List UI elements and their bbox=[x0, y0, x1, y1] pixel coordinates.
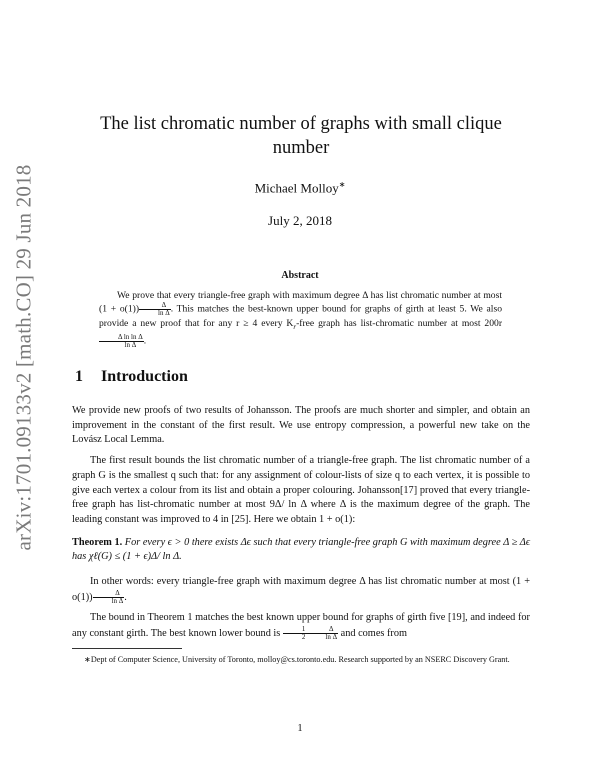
fraction-denominator: ln Δ bbox=[124, 341, 137, 350]
fraction-denominator: ln Δ bbox=[158, 309, 170, 318]
fraction bbox=[306, 626, 338, 641]
section-heading bbox=[75, 368, 188, 386]
fraction bbox=[283, 626, 307, 641]
author-name: Michael Molloy bbox=[254, 180, 339, 196]
fraction-denominator: ln Δ bbox=[325, 633, 338, 641]
fraction-numerator: Δ ln ln Δ bbox=[99, 334, 144, 342]
body-text bbox=[72, 404, 530, 648]
paper-title: The list chromatic number of graphs with small clique number bbox=[100, 114, 502, 158]
theorem-statement: For every ϵ > 0 there exists Δϵ such that every triangle-free graph G with maximum degree Δ ≥ Δϵ has χℓ(G) ≤ (1 + ϵ)Δ/ ln Δ. bbox=[72, 536, 530, 563]
paragraph-part: and comes from bbox=[338, 627, 407, 639]
arxiv-stamp bbox=[4, 164, 44, 550]
fraction bbox=[139, 302, 171, 317]
abstract-part: . This matches the best-known upper bound for graphs of girth at least 5. We also provide a new proof that for any r ≥ 4 every K bbox=[99, 303, 502, 330]
abstract-text bbox=[99, 289, 502, 349]
fraction-numerator: Δ bbox=[93, 590, 125, 598]
footnote-divider bbox=[72, 648, 182, 649]
page-number: 1 bbox=[297, 723, 303, 734]
footnote: ∗Dept of Computer Science, University of Toronto, molloy@cs.toronto.edu. Research supported by an NSERC Discovery Grant. bbox=[84, 655, 510, 664]
abstract-part: We prove that every triangle-free graph with maximum degree Δ has list chromatic number at most (1 + o(1)) bbox=[99, 290, 502, 315]
theorem-label: Theorem 1. bbox=[72, 536, 123, 548]
paragraph-part: The bound in Theorem 1 matches the best known upper bound for graphs of girth five [19], and indeed for any constant girth. The best known lower bound is bbox=[72, 612, 530, 639]
abstract-heading: Abstract bbox=[281, 270, 319, 281]
paragraph bbox=[72, 575, 530, 605]
arxiv-identifier[interactable]: arXiv:1701.09133v2 [math.CO] 29 Jun 2018 bbox=[11, 164, 36, 550]
paragraph bbox=[72, 611, 530, 641]
paragraph: We provide new proofs of two results of Johansson. The proofs are much shorter and simpler, and obtain an improvement in the constant of the first result. We use entropy compression, a powerful new take on the Lovász Local Lemma. bbox=[72, 405, 530, 446]
section-number: 1 bbox=[75, 368, 83, 385]
fraction-numerator: Δ bbox=[139, 302, 171, 310]
fraction-numerator: Δ bbox=[306, 626, 338, 634]
paragraph-part: . bbox=[124, 591, 127, 603]
fraction bbox=[99, 333, 147, 350]
author-line bbox=[0, 180, 600, 196]
footnote-marker[interactable]: ∗ bbox=[338, 180, 346, 189]
section-title: Introduction bbox=[101, 368, 188, 385]
abstract-part: . bbox=[143, 336, 147, 348]
paragraph-part: In other words: every triangle-free graph with maximum degree Δ has list chromatic number at most (1 + o(1)) bbox=[72, 576, 530, 603]
paragraph: The first result bounds the list chromatic number of a triangle-free graph. The list chromatic number of a graph G is the smallest q such that: for any assignment of colour-lists of size q to each vertex, it is possible to give each vertex a colour from its list and obtain a proper colouring. Johansson[17] proved that every triangle-free graph has list-chromatic number at most 9Δ/ ln Δ where Δ is the maximum degree of the graph. The leading constant was improved to 4 in [25]. Here we obtain 1 + o(1): bbox=[72, 455, 530, 525]
theorem-block bbox=[72, 536, 530, 565]
fraction-denominator: ln Δ bbox=[111, 596, 124, 605]
fraction-numerator: 1 bbox=[283, 626, 307, 634]
abstract-part: -free graph has list-chromatic number at most 200r bbox=[296, 318, 503, 330]
paper-date: July 2, 2018 bbox=[268, 213, 332, 228]
fraction-denominator: 2 bbox=[301, 633, 306, 641]
subscript: r bbox=[293, 323, 297, 332]
fraction bbox=[93, 590, 125, 605]
